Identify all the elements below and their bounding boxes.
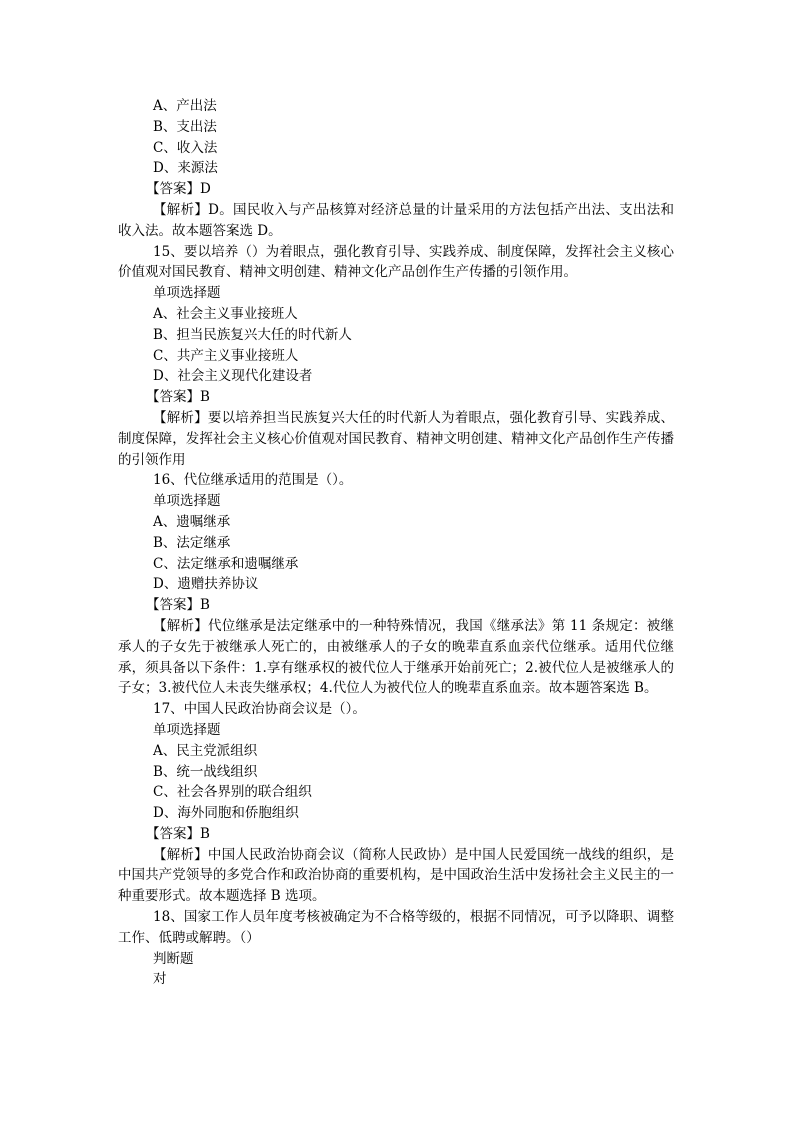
question-block-14 (118, 96, 674, 242)
question-block-16 (118, 470, 674, 699)
option-b: B、支出法 (153, 118, 217, 135)
analysis: 【解析】要以培养担当民族复兴大任的时代新人为着眼点，强化教育引导、实践养成、制度保障，发挥社会主义核心价值观对国民教育、精神文明创建、精神文化产品创作生产传播的引领作用 (118, 409, 674, 468)
document-body (118, 96, 674, 990)
analysis: 【解析】代位继承是法定继承中的一种特殊情况，我国《继承法》第 11 条规定：被继承人的子女先于被继承人死亡的，由被继承人的子女的晚辈直系血亲代位继承。适用代位继承，须具备以下条件：1.享有继承权的被代位人于继承开始前死亡；2.被代位人是被继承人的子女；3.被代位人未丧失继承权；4.代位人为被代位人的晚辈直系血亲。故本题答案选 B。 (118, 617, 674, 697)
question-type: 单项选择题 (153, 285, 221, 302)
question-type: 单项选择题 (153, 493, 221, 510)
question-type: 单项选择题 (153, 721, 221, 738)
option-d: D、来源法 (153, 160, 218, 177)
question-block-17 (118, 699, 674, 907)
question-block-18 (118, 907, 674, 990)
question-type: 判断题 (153, 950, 194, 967)
question-block-15 (118, 242, 674, 471)
option-true: 对 (153, 971, 167, 988)
option-d: D、遗赠扶养协议 (153, 576, 259, 593)
option-d: D、海外同胞和侨胞组织 (153, 805, 299, 822)
analysis: 【解析】中国人民政治协商会议（简称人民政协）是中国人民爱国统一战线的组织，是中国共产党领导的多党合作和政治协商的重要机构，是中国政治生活中发扬社会主义民主的一种重要形式。故本题选择 B 选项。 (118, 846, 674, 905)
analysis: 【解析】D。国民收入与产品核算对经济总量的计量采用的方法包括产出法、支出法和收入法。故本题答案选 D。 (118, 201, 674, 239)
answer: 【答案】D (146, 181, 211, 198)
question-text: 15、要以培养（）为着眼点，强化教育引导、实践养成、制度保障，发挥社会主义核心价值观对国民教育、精神文明创建、精神文化产品创作生产传播的引领作用。 (118, 243, 674, 281)
option-c: C、收入法 (153, 139, 218, 156)
answer: 【答案】B (146, 597, 210, 614)
option-a: A、社会主义事业接班人 (153, 305, 298, 322)
option-d: D、社会主义现代化建设者 (153, 368, 313, 385)
option-a: A、民主党派组织 (153, 742, 258, 759)
option-a: A、遗嘱继承 (153, 513, 231, 530)
question-text: 17、中国人民政治协商会议是（）。 (153, 701, 366, 718)
option-c: C、社会各界别的联合组织 (153, 784, 312, 801)
option-b: B、统一战线组织 (153, 763, 258, 780)
option-a: A、产出法 (153, 98, 217, 114)
answer: 【答案】B (146, 825, 210, 842)
option-b: B、法定继承 (153, 534, 231, 551)
answer: 【答案】B (146, 389, 210, 406)
option-b: B、担当民族复兴大任的时代新人 (153, 326, 352, 343)
option-c: C、共产主义事业接班人 (153, 347, 299, 364)
option-c: C、法定继承和遗嘱继承 (153, 555, 299, 572)
question-text: 16、代位继承适用的范围是（）。 (153, 472, 353, 489)
question-text: 18、国家工作人员年度考核被确定为不合格等级的，根据不同情况，可予以降职、调整工作、低聘或解聘。（） (118, 909, 674, 946)
